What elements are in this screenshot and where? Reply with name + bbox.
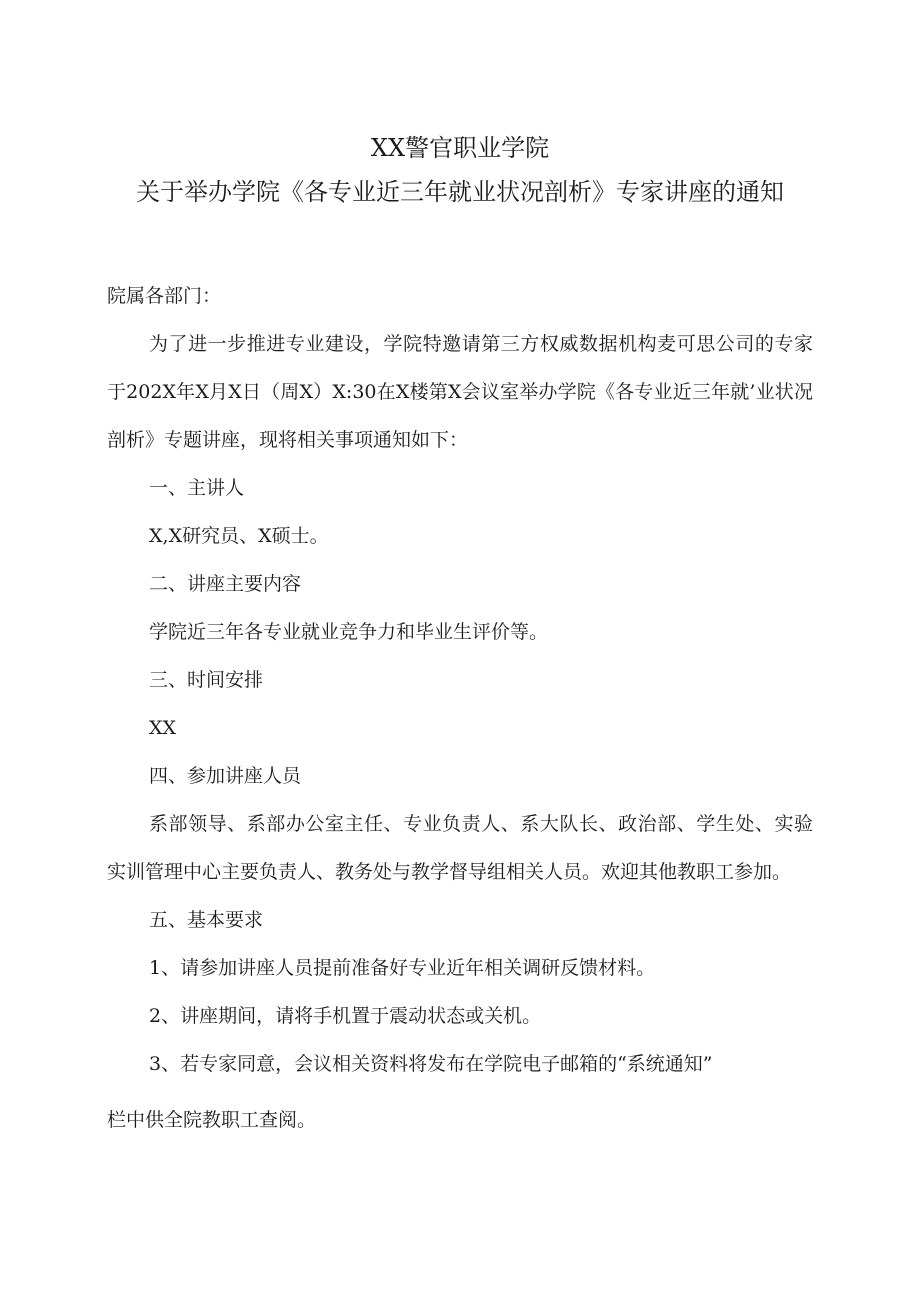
schedule-heading: 三、时间安排 xyxy=(149,669,264,691)
institution-title: XX警官职业学院 xyxy=(370,134,550,162)
attendees-text: 系部领导、系部办公室主任、专业负责人、系大队长、政治部、学生处、实验实训管理中心主要负责人、教务处与教学督导组相关人员。欢迎其他教职工参加。 xyxy=(107,813,813,883)
intro-paragraph: 为了进一步推进专业建设，学院特邀请第三方权威数据机构麦可思公司的专家于202X年X月X日（周X）X:30在X楼第X会议室举办学院《各专业近三年就’业状况剖析》专题讲座，现将相关事项通知如下： xyxy=(107,333,813,451)
speaker-text: X,X研究员、X硕士。 xyxy=(149,525,329,547)
requirement-3-line-2: 栏中供全院教职工查阅。 xyxy=(107,1109,317,1131)
schedule-text: XX xyxy=(149,717,177,739)
content-text: 学院近三年各专业就业竞争力和毕业生评价等。 xyxy=(149,621,549,643)
document-body xyxy=(107,272,813,1144)
notice-title: 关于举办学院《各专业近三年就业状况剖析》专家讲座的通知 xyxy=(136,178,784,206)
speaker-heading: 一、主讲人 xyxy=(149,477,245,499)
requirement-1: 1、请参加讲座人员提前准备好专业近年相关调研反馈材料。 xyxy=(149,957,656,979)
requirement-2: 2、讲座期间，请将手机置于震动状态或关机。 xyxy=(149,1005,542,1027)
content-heading: 二、讲座主要内容 xyxy=(149,573,302,595)
attendees-heading: 四、参加讲座人员 xyxy=(149,765,302,787)
requirement-3-line-1: 3、若专家同意，会议相关资料将发布在学院电子邮箱的“系统通知” xyxy=(149,1053,713,1075)
salutation: 院属各部门： xyxy=(107,285,222,307)
requirements-heading: 五、基本要求 xyxy=(149,909,264,931)
